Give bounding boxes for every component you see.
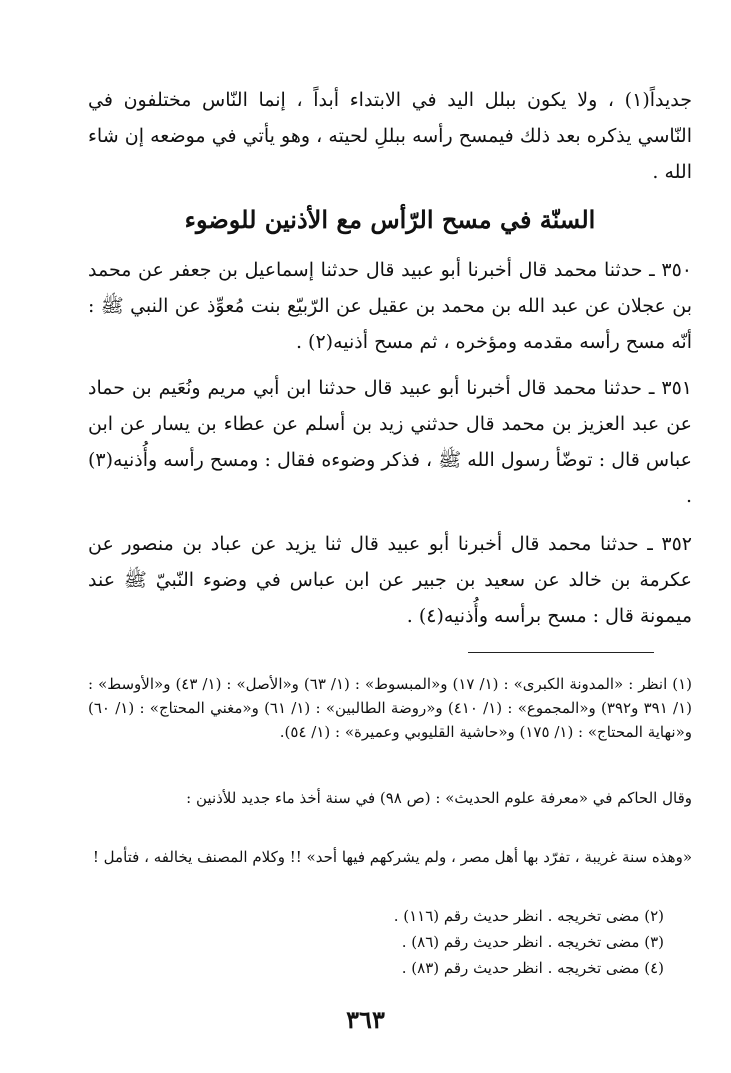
footnote-4-row (88, 956, 692, 980)
footnote-3: (٣) مضى تخريجه . انظر حديث رقم (٨٦) . (401, 933, 664, 951)
hadith-351: ٣٥١ ـ حدثنا محمد قال أخبرنا أبو عبيد قال حدثنا ابن أبي مريم ونُعَيم بن حماد عن عبد العزيز بن محمد قال حدثني زيد بن أسلم عن عطاء بن يسار عن ابن عباس قال : توضّأ رسول الله ﷺ ، فذكر وضوءه فقال : ومسح رأسه وأُذنيه(٣) . (88, 377, 692, 507)
footnote-1-hakim: وقال الحاكم في «معرفة علوم الحديث» : (ص ٩٨) في سنة أخذ ماء جديد للأذنين : (186, 789, 692, 807)
footnote-3-row (88, 930, 692, 954)
section-heading: السنّة في مسح الرّأس مع الأذنين للوضوء (184, 205, 596, 234)
intro-paragraph: جديداً(١) ، ولا يكون ببلل اليد في الابتداء أبداً ، إنما النّاس مختلفون في النّاسي يذكره بعد ذلك فيمسح رأسه ببللِ لحيته ، وهو يأتي في موضعه إن شاء الله . (88, 89, 692, 183)
page-number: ٣٦٣ (346, 1005, 385, 1034)
footnote-2: (٢) مضى تخريجه . انظر حديث رقم (١١٦) . (393, 907, 664, 925)
hadith-350: ٣٥٠ ـ حدثنا محمد قال أخبرنا أبو عبيد قال حدثنا إسماعيل بن جعفر عن محمد بن عجلان عن عبد الله بن محمد بن عقيل عن الرّبيّع بنت مُعوِّذ عن النبي ﷺ : أنّه مسح رأسه مقدمه ومؤخره ، ثم مسح أذنيه(٢) . (88, 259, 692, 353)
footnote-separator (468, 652, 654, 653)
footnote-1-quote: «وهذه سنة غريبة ، تفرّد بها أهل مصر ، ولم يشركهم فيها أحد» !! وكلام المصنف يخالفه ، فتأمل ! (92, 848, 692, 866)
footnote-2-row (88, 904, 692, 928)
footnote-1-references: (١) انظر : «المدونة الكبرى» : (١/ ١٧) و«المبسوط» : (١/ ٦٣) و«الأصل» : (١/ ٤٣) و«الأوسط» : (١/ ٣٩١ و٣٩٢) و«المجموع» : (١/ ٤١٠) و«روضة الطالبين» : (١/ ٦١) و«مغني المحتاج» : (١/ ٦٠) و«نهاية المحتاج» : (١/ ١٧٥) و«حاشية القليوبي وعميرة» : (١/ ٥٤). (88, 675, 693, 741)
footnote-4: (٤) مضى تخريجه . انظر حديث رقم (٨٣) . (401, 959, 664, 977)
hadith-352: ٣٥٢ ـ حدثنا محمد قال أخبرنا أبو عبيد قال ثنا يزيد عن عباد بن منصور عن عكرمة بن خالد عن سعيد بن جبير عن ابن عباس في وضوء النّبيّ ﷺ عند ميمونة قال : مسح برأسه وأُذنيه(٤) . (88, 533, 692, 627)
